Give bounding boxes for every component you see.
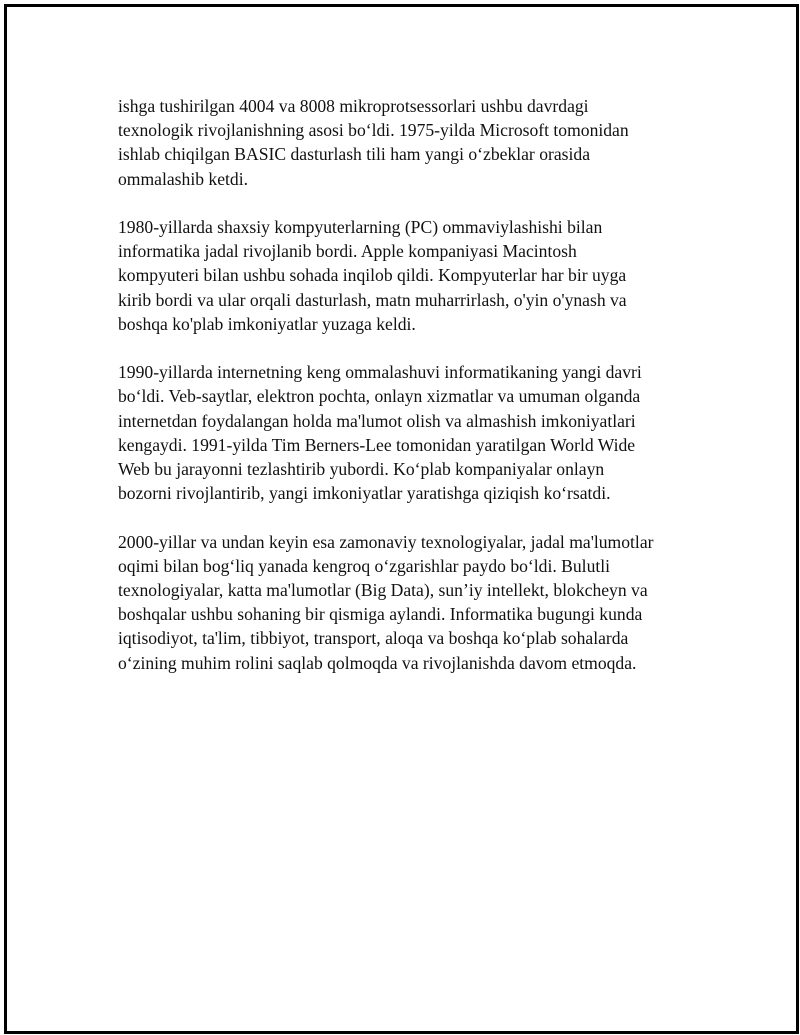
text-line: informatika jadal rivojlanib bordi. Apple kompaniyasi Macintosh xyxy=(118,241,577,262)
paragraph-3 xyxy=(118,360,698,505)
text-line: 2000-yillar va undan keyin esa zamonaviy texnologiyalar, jadal ma'lumotlar xyxy=(118,531,654,552)
text-line: texnologiyalar, katta ma'lumotlar (Big Data), sun’iy intellekt, blokcheyn va xyxy=(118,580,648,601)
text-line: kirib bordi va ular orqali dasturlash, matn muharrirlash, o'yin o'ynash va xyxy=(118,289,627,310)
text-line: kengaydi. 1991-yilda Tim Berners-Lee tomonidan yaratilgan World Wide xyxy=(118,434,636,455)
text-line: oqimi bilan bog‘liq yanada kengroq o‘zgarishlar paydo bo‘ldi. Bulutli xyxy=(118,555,611,576)
text-line: ishga tushirilgan 4004 va 8008 mikroprotsessorlari ushbu davrdagi xyxy=(118,96,589,116)
text-line: ommalashib ketdi. xyxy=(118,168,248,189)
text-line: 1980-yillarda shaxsiy kompyuterlarning (PC) ommaviylashishi bilan xyxy=(118,217,603,237)
paragraph-4 xyxy=(118,530,698,675)
text-line: 1990-yillarda internetning keng ommalashuvi informatikaning yangi davri xyxy=(118,362,642,383)
text-line: kompyuteri bilan ushbu sohada inqilob qildi. Kompyuterlar har bir uyga xyxy=(118,265,627,286)
paragraph-2 xyxy=(118,215,698,336)
text-line: iqtisodiyot, ta'lim, tibbiyot, transport, aloqa va boshqa ko‘plab sohalarda xyxy=(118,628,629,649)
text-line: Web bu jarayonni tezlashtirib yubordi. Ko‘plab kompaniyalar onlayn xyxy=(118,459,605,480)
text-line: bo‘ldi. Veb-saytlar, elektron pochta, onlayn xizmatlar va umuman olganda xyxy=(118,386,641,407)
paragraph-1 xyxy=(118,94,698,191)
document-body xyxy=(118,94,698,699)
text-line: texnologik rivojlanishning asosi bo‘ldi. 1975-yilda Microsoft tomonidan xyxy=(118,120,629,141)
text-line: internetdan foydalangan holda ma'lumot olish va almashish imkoniyatlari xyxy=(118,410,636,431)
text-line: ishlab chiqilgan BASIC dasturlash tili ham yangi o‘zbeklar orasida xyxy=(118,144,590,165)
text-line: o‘zining muhim rolini saqlab qolmoqda va rivojlanishda davom etmoqda. xyxy=(118,652,637,673)
text-line: boshqalar ushbu sohaning bir qismiga aylandi. Informatika bugungi kunda xyxy=(118,604,643,625)
text-line: boshqa ko'plab imkoniyatlar yuzaga keldi. xyxy=(118,313,416,334)
text-line: bozorni rivojlantirib, yangi imkoniyatlar yaratishga qiziqish ko‘rsatdi. xyxy=(118,483,611,504)
